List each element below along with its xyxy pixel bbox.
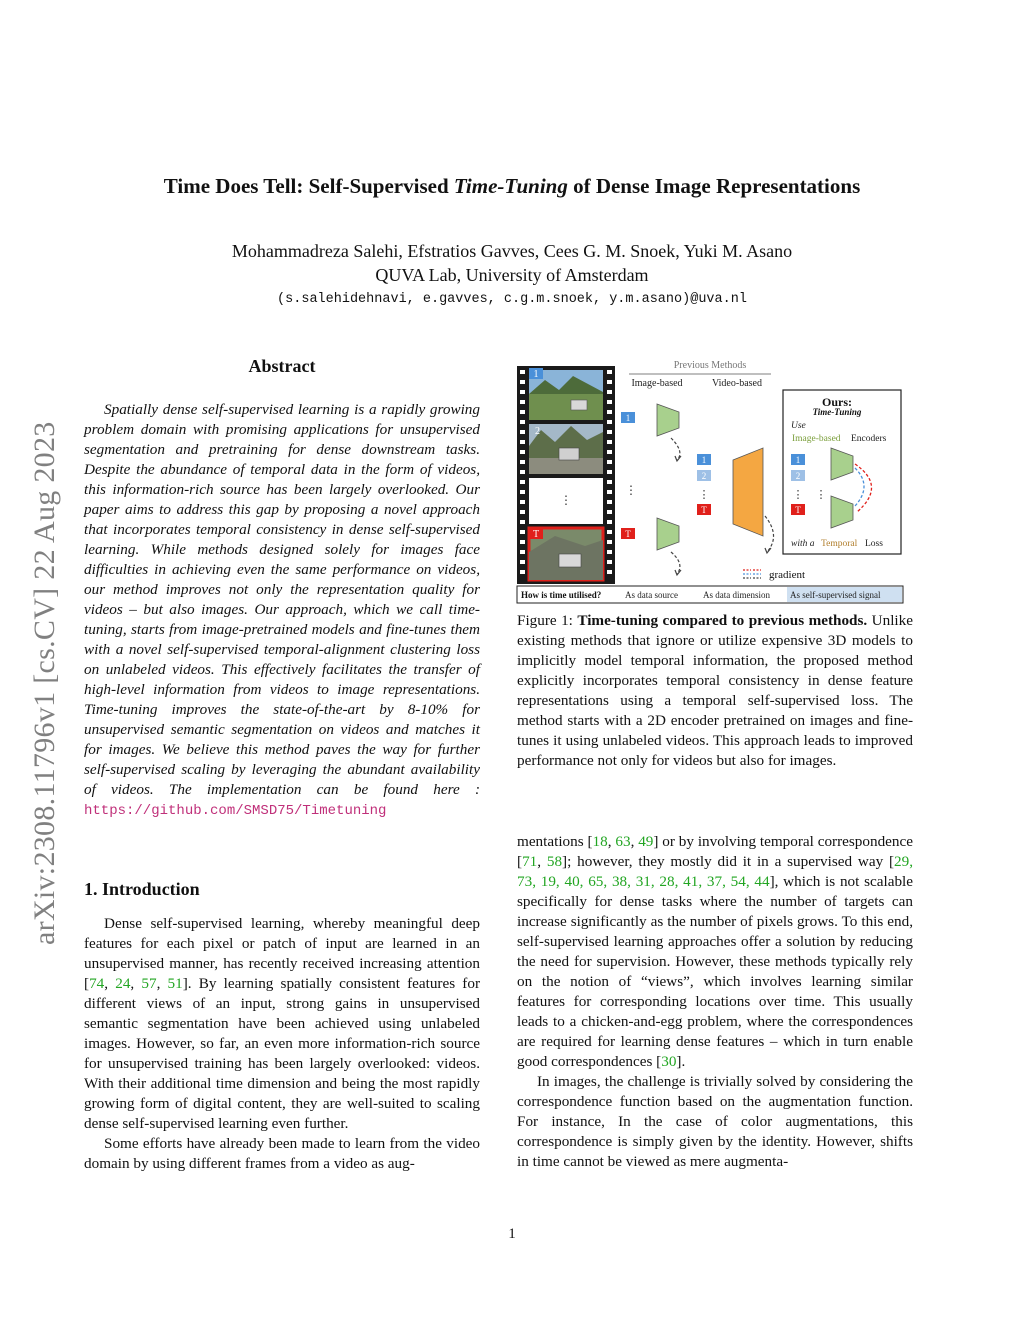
ours-box [783, 390, 901, 554]
previous-methods-label: Previous Methods [673, 360, 747, 371]
intro-paragraph-2: Some efforts have already been made to learn from the video domain by using different frames from a video as aug- [84, 1135, 480, 1172]
citation[interactable]: 49 [638, 833, 654, 850]
svg-text:1: 1 [701, 455, 707, 465]
citation[interactable]: 18 [592, 833, 608, 850]
intro-paragraph-3: mentations [18, 63, 49] or by involving temporal correspondence [71, 58]; however, they mostly did it in a supervised way [29, 73, 19, 40, 65, 38, 31, 28, 41, 37, 54, 44], which is not scalable specifically for dense tasks where the number of targets can increase significantly as the number of pixels grows. To this end, self-supervised learning approaches offer a solution by reducing the need for supervision. However, these methods typically rely on the notion of “views”, which involves learning similar features for corresponding locations over time. This usually leads to a chicken-and-egg problem, where the correspondences are required for learning dense features – which in turn enable good correspondences [30]. [517, 833, 914, 1070]
citation-group[interactable]: 29, 73, 19, 40, 65, 38, 31, 28, 41, 37, 54, 44 [517, 853, 914, 890]
image-encoder-ellipsis: ⋮ [625, 483, 637, 497]
citation[interactable]: 58 [546, 853, 563, 870]
figure-1 [515, 356, 915, 608]
introduction-right-column [517, 832, 913, 1172]
time-utilisation-bar [517, 586, 903, 603]
citation[interactable]: 74 [89, 975, 105, 992]
svg-text:Encoders: Encoders [851, 434, 887, 444]
svg-text:⋮: ⋮ [815, 489, 827, 501]
video-frame-1 [529, 368, 603, 420]
svg-text:Image-based: Image-based [792, 434, 841, 444]
abstract-heading: Abstract [248, 356, 316, 376]
svg-text:with a: with a [791, 539, 815, 549]
image-encoder-top [621, 404, 681, 461]
svg-text:Use: Use [791, 421, 806, 431]
introduction-left-column [84, 914, 480, 1174]
svg-text:As self-supervised signal: As self-supervised signal [790, 590, 881, 600]
citation[interactable]: 30 [661, 1053, 677, 1070]
citation[interactable]: 24 [115, 975, 131, 992]
arxiv-identifier: arXiv:2308.11796v1 [cs.CV] 22 Aug 2023 [28, 421, 61, 945]
svg-text:T: T [625, 529, 631, 539]
svg-text:Time-Tuning: Time-Tuning [812, 407, 862, 417]
svg-text:As data source: As data source [625, 590, 678, 600]
author-emails: (s.salehidehnavi, e.gavves, c.g.m.snoek, y.m.asano)@uva.nl [277, 292, 747, 307]
svg-text:2: 2 [795, 471, 801, 481]
svg-text:Ours:: Ours: [822, 395, 852, 409]
svg-text:⋮: ⋮ [698, 489, 710, 501]
paper-title: Time Does Tell: Self-Supervised Time-Tuning of Dense Image Representations [163, 174, 861, 198]
svg-text:1: 1 [533, 369, 539, 380]
svg-text:T: T [532, 529, 540, 540]
author-list: Mohammadreza Salehi, Efstratios Gavves, Cees G. M. Snoek, Yuki M. Asano [231, 241, 793, 261]
intro-paragraph-1: Dense self-supervised learning, whereby meaningful deep features for each pixel or patch of input are learned in an unsupervised manner, has recently received increasing attention [74, 24, 57, 51]. By learning spatially consistent features for different views of an input, strong gains in unsupervised semantic segmentation have been achieved using unlabeled images. However, so far, an even more information-rich source for unsupervised training has been largely overlooked: videos. With their additional time dimension and being the most rapidly growing form of digital content, they are well-suited to scaling dense self-supervised learning even further. [84, 915, 481, 1132]
svg-text:Loss: Loss [865, 539, 883, 549]
film-perforations-right [607, 370, 612, 574]
svg-text:Temporal: Temporal [821, 539, 858, 549]
svg-text:1: 1 [625, 413, 631, 423]
video-based-label: Video-based [712, 378, 762, 389]
video-frame-2 [529, 424, 603, 474]
gradient-legend [743, 569, 805, 581]
svg-text:T: T [795, 505, 801, 515]
svg-text:⋮: ⋮ [792, 489, 804, 501]
film-perforations-left [520, 370, 525, 574]
figure-1-caption: Figure 1: Time-tuning compared to previous methods. Unlike existing methods that ignore or utilize expensive 3D models to implicitly model temporal information, the proposed method explicitly incorporates temporal consistency in dense feature representations using a temporal self-supervised loss. The method starts with a 2D encoder pretrained on images and fine-tunes it using unlabeled videos. This approach leads to improved performance not only for videos but also for images. [517, 612, 913, 769]
svg-text:gradient: gradient [769, 569, 806, 581]
svg-text:T: T [701, 505, 707, 515]
page-number: 1 [508, 1226, 516, 1242]
svg-text:As data dimension: As data dimension [703, 590, 770, 600]
svg-text:2: 2 [535, 426, 540, 437]
frame-ellipsis: ⋮ [560, 493, 572, 507]
image-based-label: Image-based [631, 378, 683, 389]
abstract-text: Spatially dense self-supervised learning is a rapidly growing problem domain with promising applications for unsupervised segmentation and pretraining for dense downstream tasks. Despite the abundance of temporal data in the form of videos, this information-rich source has been largely overlooked. Our paper aims to address this gap by proposing a novel approach that incorporates temporal consistency in dense self-supervised learning. While methods designed solely for images face difficulties in achieving even the same performance on videos, our method improves not only the representation quality for videos – but also images. Our approach, which we call time-tuning, starts from image-pretrained models and fine-tunes them with a novel self-supervised temporal-alignment clustering loss on unlabeled videos. This effectively facilitates the transfer of high-level information from videos to image representations. Time-tuning improves the state-of-the-art by 8-10% for unsupervised semantic segmentation on videos and matches it for images. We believe this method paves the way for further self-supervised scaling by leveraging the abundant availability of videos. The implementation can be found here : https://github.com/SMSD75/Timetuning [84, 401, 480, 819]
svg-text:How is time utilised?: How is time utilised? [521, 590, 602, 600]
introduction-heading: 1. Introduction [84, 879, 200, 899]
citation[interactable]: 57 [141, 975, 157, 992]
svg-text:2: 2 [701, 471, 707, 481]
citation[interactable]: 51 [167, 975, 183, 992]
citation[interactable]: 63 [615, 833, 631, 850]
svg-text:1: 1 [795, 455, 801, 465]
code-link[interactable]: https://github.com/SMSD75/Timetuning [84, 803, 387, 819]
video-encoder [697, 448, 774, 553]
image-encoder-bottom [621, 518, 681, 575]
intro-paragraph-4: In images, the challenge is trivially solved by considering the correspondence function based on the augmentation function. For instance, In the case of color augmentations, this correspondence is simply given by the identity. However, shifts in time cannot be viewed as mere augmenta- [517, 1073, 913, 1170]
citation[interactable]: 71 [522, 853, 538, 870]
affiliation: QUVA Lab, University of Amsterdam [375, 265, 649, 285]
video-frame-t [529, 528, 603, 580]
